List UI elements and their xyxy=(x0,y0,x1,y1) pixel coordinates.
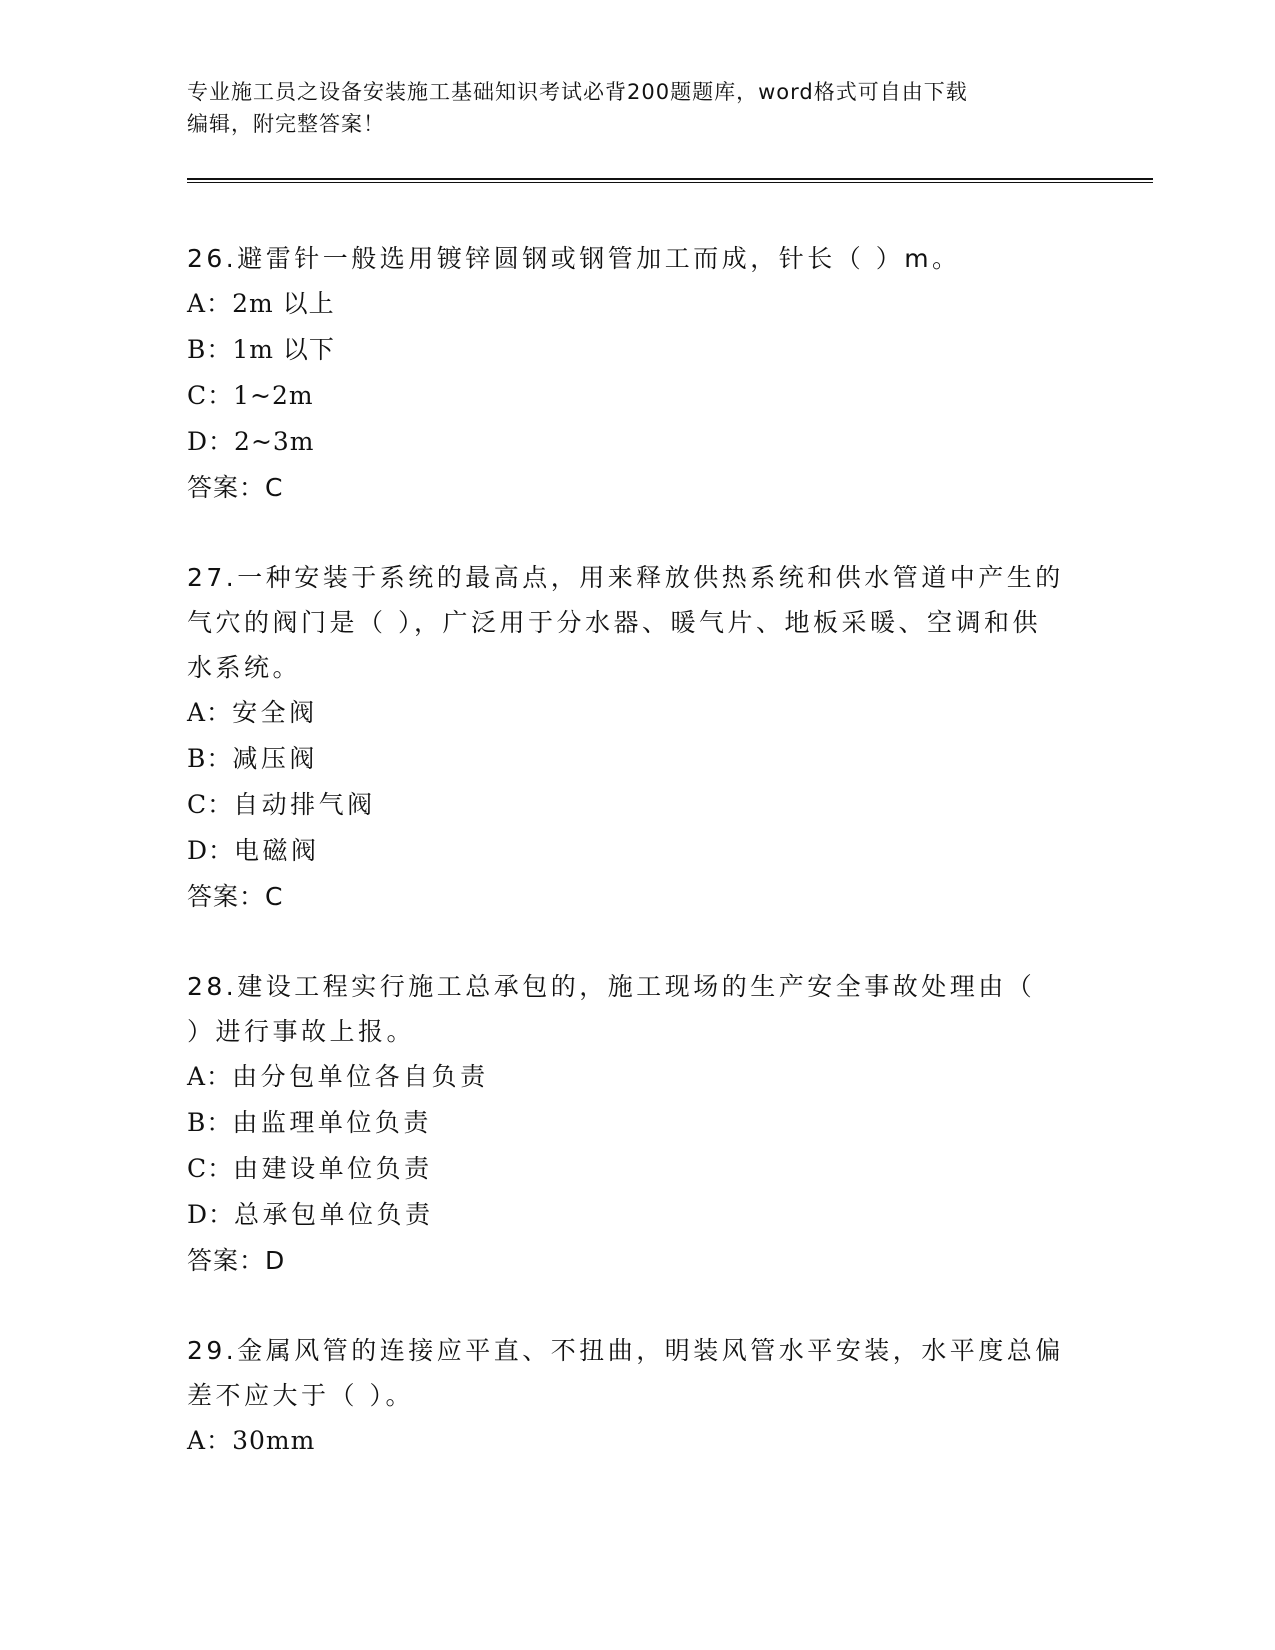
option-text: 安全阀 xyxy=(232,698,318,727)
question-26 xyxy=(187,236,1087,511)
option-text: 总承包单位负责 xyxy=(234,1200,434,1229)
answer-line: 答案：D xyxy=(187,1246,286,1275)
option-key: C： xyxy=(187,1154,234,1183)
option-key: B： xyxy=(187,335,233,364)
header-divider-thin xyxy=(187,182,1153,183)
option-text: 电磁阀 xyxy=(234,836,320,865)
question-stem: ）进行事故上报。 xyxy=(187,1017,416,1046)
option-b xyxy=(187,327,1087,373)
header-line-2: 编辑，附完整答案！ xyxy=(187,112,385,136)
option-text: 1m 以下 xyxy=(232,335,335,364)
option-text: 2~3m xyxy=(234,427,315,456)
question-27 xyxy=(187,555,1087,920)
question-28 xyxy=(187,964,1087,1284)
option-text: 由建设单位负责 xyxy=(233,1154,433,1183)
question-stem: 26.避雷针一般选用镀锌圆钢或钢管加工而成，针长（ ）m。 xyxy=(187,244,961,273)
option-a xyxy=(187,690,1087,736)
header-line-1: 专业施工员之设备安装施工基础知识考试必背200题题库，word格式可自由下载 xyxy=(187,80,968,104)
question-stem: 水系统。 xyxy=(187,653,302,682)
option-key: C： xyxy=(187,790,234,819)
question-stem: 27.一种安装于系统的最高点，用来释放供热系统和供水管道中产生的 xyxy=(187,563,1064,592)
answer-line: 答案：C xyxy=(187,882,284,911)
option-key: A： xyxy=(187,698,233,727)
option-a xyxy=(187,1418,1087,1464)
question-stem: 差不应大于（ ）。 xyxy=(187,1381,414,1410)
question-stem: 气穴的阀门是（ ），广泛用于分水器、暖气片、地板采暖、空调和供 xyxy=(187,608,1041,637)
document-header xyxy=(187,76,1077,140)
option-key: D： xyxy=(187,427,235,456)
answer-line: 答案：C xyxy=(187,473,284,502)
question-stem: 28.建设工程实行施工总承包的，施工现场的生产安全事故处理由（ xyxy=(187,972,1036,1001)
option-text: 减压阀 xyxy=(232,744,318,773)
option-c xyxy=(187,1146,1087,1192)
option-key: A： xyxy=(187,289,233,318)
option-d xyxy=(187,419,1087,465)
option-text: 由分包单位各自负责 xyxy=(232,1062,489,1091)
header-divider-thick xyxy=(187,178,1153,180)
option-text: 1~2m xyxy=(233,381,314,410)
option-d xyxy=(187,1192,1087,1238)
option-text: 2m 以上 xyxy=(232,289,335,318)
option-key: A： xyxy=(187,1062,233,1091)
option-c xyxy=(187,782,1087,828)
option-key: C： xyxy=(187,381,234,410)
question-29 xyxy=(187,1328,1087,1464)
option-text: 自动排气阀 xyxy=(233,790,376,819)
option-text: 30mm xyxy=(232,1426,316,1455)
option-a xyxy=(187,281,1087,327)
option-b xyxy=(187,1100,1087,1146)
option-c xyxy=(187,373,1087,419)
question-list xyxy=(187,236,1087,1508)
option-key: D： xyxy=(187,836,235,865)
option-key: D： xyxy=(187,1200,235,1229)
option-a xyxy=(187,1054,1087,1100)
option-key: B： xyxy=(187,1108,233,1137)
option-key: B： xyxy=(187,744,233,773)
option-key: A： xyxy=(187,1426,233,1455)
option-text: 由监理单位负责 xyxy=(232,1108,432,1137)
question-stem: 29.金属风管的连接应平直、不扭曲，明装风管水平安装，水平度总偏 xyxy=(187,1336,1064,1365)
option-d xyxy=(187,828,1087,874)
option-b xyxy=(187,736,1087,782)
